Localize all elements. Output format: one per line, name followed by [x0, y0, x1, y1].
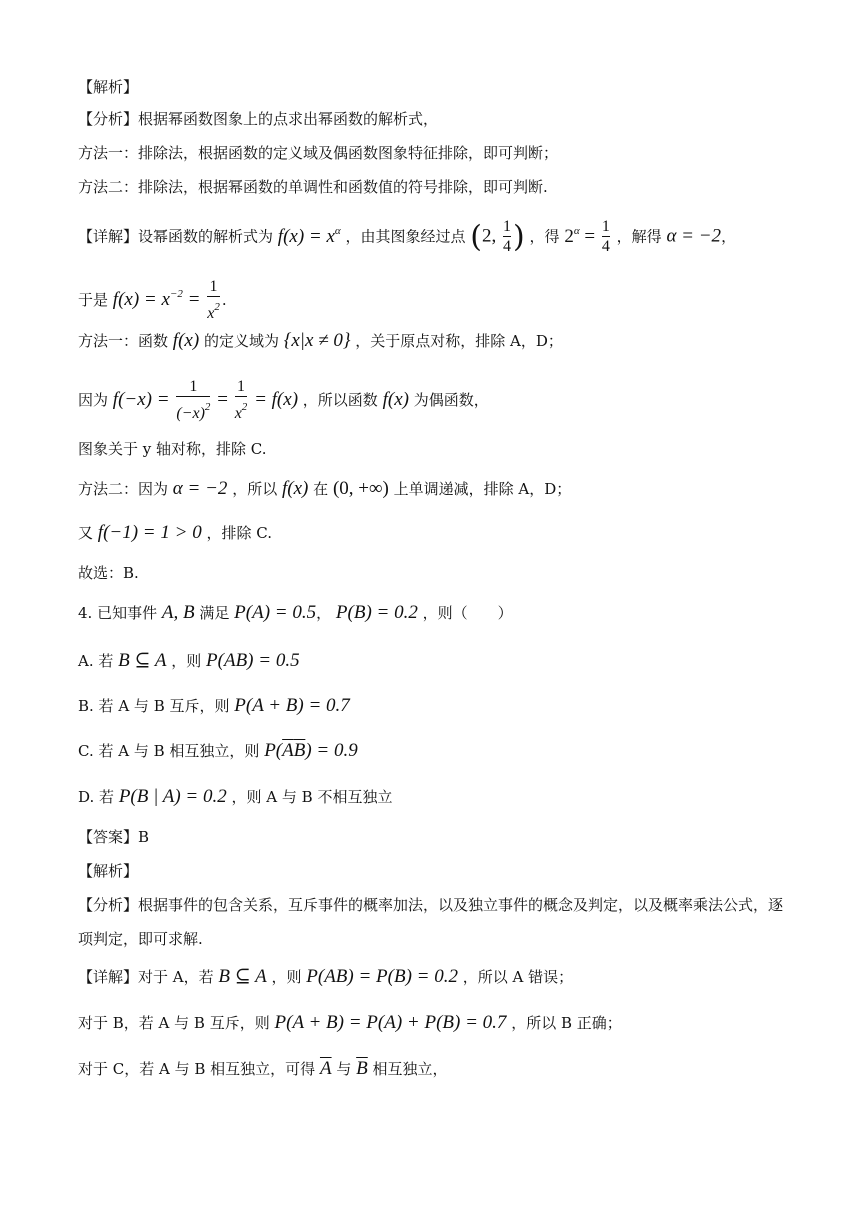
eq-fx: = f(x) [254, 389, 299, 410]
pab: P(AB) = 0.5 [206, 650, 300, 671]
option-d-tail: ，则 A 与 B 不相互独立 [231, 788, 393, 806]
b-sub-a-2: B ⊆ A [218, 966, 267, 987]
on-text: 在 [313, 480, 329, 498]
f-neg1: f(−1) = 1 > 0 [97, 522, 202, 543]
analysis-line-2: 项判定，即可求解. [78, 930, 203, 948]
detail-text-2: ，由其图象经过点 [345, 227, 466, 246]
so-text-2: ，所以 [232, 480, 278, 498]
paren-open: ( [470, 219, 482, 255]
detail-line-1 [78, 218, 736, 257]
and-text: 与 [336, 1060, 352, 1078]
domain-set: {x|x ≠ 0} [283, 330, 351, 351]
pba: P(B | A) = 0.2 [118, 786, 227, 807]
detail-b-result: ，所以 B 正确； [511, 1014, 622, 1032]
option-a [78, 650, 300, 673]
method-one-summary: 方法一：排除法，根据函数的定义域及偶函数图象特征排除，即可判断； [78, 144, 559, 162]
option-d [78, 786, 392, 809]
option-a-label: A. 若 [78, 652, 114, 670]
option-c-label: C. 若 A 与 B 相互独立，则 [78, 742, 260, 760]
choice-line: 故选：B. [78, 564, 139, 582]
comma: ， [721, 227, 737, 246]
b-sub-a: B ⊆ A [118, 650, 167, 671]
q4-comma: ， [316, 604, 332, 622]
detail-b [78, 1012, 622, 1035]
alpha-value: α = −2 [666, 225, 722, 247]
heading-analysis-2: 【解析】 [78, 862, 139, 880]
option-b [78, 695, 350, 718]
fx-2: f(x) [382, 389, 409, 410]
option-a-then: ，则 [171, 652, 202, 670]
detail-line-2 [78, 278, 227, 324]
symmetry-line: 图象关于 y 轴对称，排除 C. [78, 440, 267, 458]
fx-neg2: $f(x) = x^{-2}$ = [112, 288, 201, 310]
method-two-text: 方法二：因为 [78, 480, 169, 498]
exclude-c: ，排除 C. [206, 524, 272, 542]
fx-3: f(x) [282, 478, 309, 499]
answer-line: 【答案】B [78, 828, 150, 846]
method-one-text: 方法一：函数 [78, 332, 169, 350]
detail-c-label: 对于 C，若 A 与 B 相互独立，可得 [78, 1060, 316, 1078]
method-one-line [78, 330, 563, 353]
pab-eq: P(AB) = P(B) = 0.2 [306, 966, 458, 987]
detail-a-then: ，则 [271, 968, 302, 986]
detail-c [78, 1058, 448, 1081]
q4-then: ，则（ ） [422, 604, 513, 622]
so-text: ，所以函数 [302, 391, 378, 409]
q4-satisfy: 满足 [199, 604, 230, 622]
detail-text-3: ，得 [529, 227, 560, 246]
power-eq: $2^\alpha$ = [564, 224, 596, 247]
also-text: 又 [78, 524, 94, 542]
because-text: 因为 [78, 391, 109, 409]
even-text: 为偶函数， [413, 391, 489, 409]
thus-text: 于是 [78, 291, 109, 309]
heading-analysis: 【解析】 [78, 78, 139, 96]
point-x: 2, [482, 225, 497, 247]
domain-text: 的定义域为 [203, 332, 279, 350]
detail-text-4: ，解得 [616, 227, 662, 246]
detail-a [78, 966, 573, 989]
fraction-quarter-2: $\frac{1}{4}$ [601, 218, 610, 255]
option-b-label: B. 若 A 与 B 互斥，则 [78, 697, 230, 715]
a-bar: $\overline{A}$ [319, 1058, 332, 1079]
paren-close: ) [513, 219, 525, 255]
p-abar-bbar: $P(\overline{A}\overline{B}) = 0.9$ [264, 740, 358, 761]
f-negx: f(−x) = [112, 389, 170, 410]
pb: P(B) = 0.2 [335, 602, 418, 623]
symmetric-text: ，关于原点对称，排除 A，D； [355, 332, 563, 350]
detail-a-label: 【详解】对于 A，若 [78, 968, 214, 986]
alpha-value-2: α = −2 [172, 478, 228, 499]
detail-a-result: ，所以 A 错误； [462, 968, 574, 986]
fraction-1-over-x2: $\frac{1}{x^2}$ [207, 278, 220, 322]
method-two-line [78, 478, 571, 501]
analysis-text: 【分析】根据幂函数图象上的点求出幂函数的解析式， [78, 110, 439, 128]
events: A, B [161, 602, 195, 623]
q4-text: 4. 已知事件 [78, 604, 158, 622]
fraction-x2: $\frac{1}{x^2}$ [234, 378, 248, 422]
b-bar: $\overline{B}$ [356, 1058, 368, 1079]
independent-text: 相互独立， [372, 1060, 448, 1078]
option-c [78, 740, 358, 763]
even-function-line: 因为 f(−x) = $\frac{1}{(-x)^2}$ = $\frac{1}{x^2}$ = f(x) ，所以函数 f(x) 为偶函数， [78, 378, 489, 422]
also-line [78, 522, 272, 545]
fraction-negx: $\frac{1}{(-x)^2}$ [176, 378, 211, 422]
method-two-summary: 方法二：排除法，根据幂函数的单调性和函数值的符号排除，即可判断. [78, 178, 548, 196]
fx: f(x) [172, 330, 200, 351]
interval: (0, +∞) [332, 478, 389, 499]
option-d-label: D. 若 [78, 788, 115, 806]
question-4 [78, 602, 513, 625]
analysis-line-1: 【分析】根据事件的包含关系，互斥事件的概率加法，以及独立事件的概念及判定，以及概率乘法公式，逐 [78, 896, 784, 914]
period: . [221, 291, 227, 309]
power-function-def: $f(x) = x^\alpha$ [277, 224, 341, 247]
detail-text: 【详解】设幂函数的解析式为 [78, 227, 274, 246]
pa: P(A) = 0.5 [234, 602, 317, 623]
pa-plus: P(A + B) = P(A) + P(B) = 0.7 [274, 1012, 507, 1033]
fraction-quarter: $\frac{1}{4}$ [503, 218, 512, 255]
papb: P(A + B) = 0.7 [234, 695, 350, 716]
detail-b-label: 对于 B，若 A 与 B 互斥，则 [78, 1014, 270, 1032]
decreasing-text: 上单调递减，排除 A，D； [393, 480, 572, 498]
